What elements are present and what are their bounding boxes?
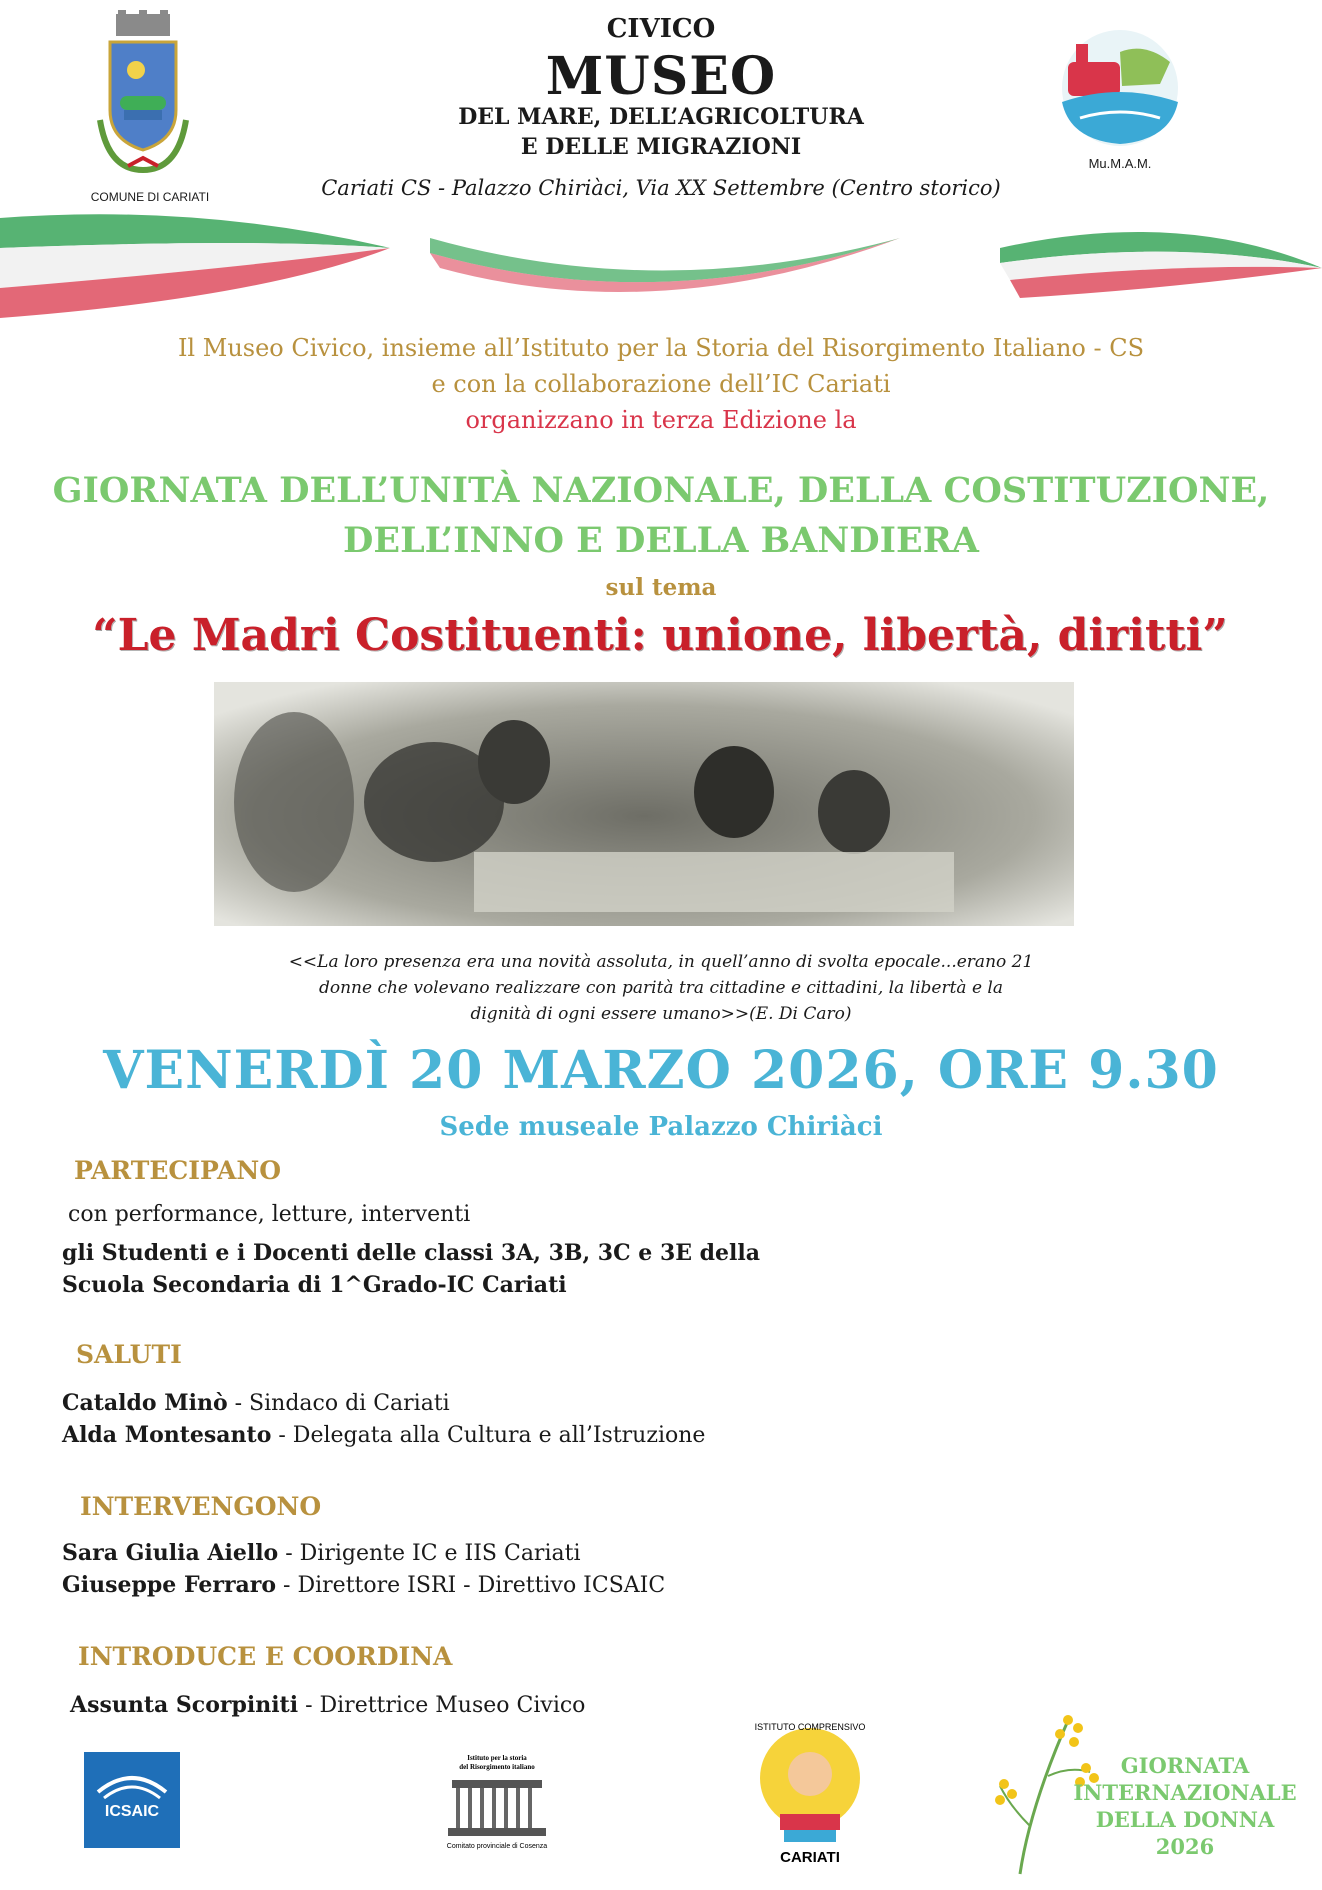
person-name: Assunta Scorpiniti: [70, 1692, 299, 1718]
theme-label: sul tema: [605, 574, 717, 601]
intro-line3: organizzano in terza Edizione la: [465, 406, 857, 434]
coordina-person1: [70, 1692, 585, 1718]
ic-cariati-logo: [750, 1718, 870, 1868]
person-name: Sara Giulia Aiello: [62, 1540, 279, 1566]
isri-logo-line1: Istituto per la storia: [467, 1754, 527, 1762]
event-theme: “Le Madri Costituenti: unione, libertà, diritti”: [92, 610, 1228, 661]
comune-label: COMUNE DI CARIATI: [90, 190, 210, 204]
section-heading-coordina: INTRODUCE E COORDINA: [78, 1642, 453, 1671]
person-name: Alda Montesanto: [62, 1422, 272, 1448]
person-role: - Sindaco di Cariati: [227, 1391, 450, 1416]
section-heading-saluti: SALUTI: [76, 1340, 182, 1369]
women-day-line4: 2026: [1155, 1834, 1215, 1859]
tricolor-flag-wave: [0, 208, 1322, 318]
icsaic-logo-text: ICSAIC: [104, 1803, 160, 1820]
person-name: Giuseppe Ferraro: [62, 1572, 277, 1598]
person-role: - Direttrice Museo Civico: [298, 1693, 586, 1718]
women-day-line2: INTERNAZIONALE: [1073, 1780, 1297, 1805]
event-date: VENERDÌ 20 MARZO 2026, ORE 9.30: [103, 1040, 1219, 1101]
women-day-line3: DELLA DONNA: [1095, 1807, 1275, 1832]
saluti-person1: [62, 1390, 450, 1416]
women-day-line1: GIORNATA: [1120, 1753, 1250, 1778]
ic-logo-arc-text: ISTITUTO COMPRENSIVO: [754, 1722, 866, 1732]
header-museo: MUSEO: [545, 46, 777, 107]
intervengono-person2: [62, 1572, 665, 1598]
madri-costituenti-photo: [214, 682, 1074, 926]
header-subtitle-line1: DEL MARE, DELL’AGRICOLTURA: [458, 104, 864, 130]
saluti-person2: [62, 1422, 705, 1448]
person-name: Cataldo Minò: [62, 1390, 228, 1416]
intro-line1: Il Museo Civico, insieme all’Istituto per la Storia del Risorgimento Italiano - CS: [177, 334, 1145, 362]
museum-logo-label: Mu.M.A.M.: [1088, 156, 1152, 171]
intervengono-person1: [62, 1540, 580, 1566]
quote-line1: <<La loro presenza era una novità assoluta, in quell’anno di svolta epocale...erano 21: [288, 952, 1034, 972]
section-heading-partecipano: PARTECIPANO: [74, 1156, 281, 1185]
person-role: - Delegata alla Cultura e all’Istruzione: [271, 1423, 706, 1448]
quote-line2: donne che volevano realizzare con parità tra cittadine e cittadini, la libertà e la: [318, 978, 1004, 998]
header-subtitle-line2: E DELLE MIGRAZIONI: [520, 134, 802, 160]
intro-line2: e con la collaborazione dell’IC Cariati: [431, 370, 891, 398]
partecipano-line2: gli Studenti e i Docenti delle classi 3A, 3B, 3C e 3E della: [62, 1240, 761, 1266]
isri-logo-line3: Comitato provinciale di Cosenza: [446, 1843, 548, 1850]
ic-logo-name: CARIATI: [780, 1849, 840, 1866]
person-role: - Direttore ISRI - Direttivo ICSAIC: [276, 1573, 666, 1598]
section-heading-intervengono: INTERVENGONO: [80, 1492, 322, 1521]
isri-logo: [430, 1752, 564, 1852]
event-title-line1: GIORNATA DELL’UNITÀ NAZIONALE, DELLA COSTITUZIONE,: [52, 470, 1270, 511]
header-civico: CIVICO: [606, 14, 716, 44]
person-role: - Dirigente IC e IIS Cariati: [278, 1541, 581, 1566]
header-address: Cariati CS - Palazzo Chiriàci, Via XX Settembre (Centro storico): [321, 176, 1001, 200]
quote-line3: dignità di ogni essere umano>>(E. Di Caro): [470, 1004, 852, 1024]
women-day-label: [1070, 1752, 1300, 1860]
museum-logo: [1050, 22, 1190, 162]
isri-logo-line2: del Risorgimento italiano: [459, 1763, 535, 1771]
partecipano-line3: Scuola Secondaria di 1^Grado-IC Cariati: [62, 1272, 567, 1298]
icsaic-logo: [84, 1752, 180, 1848]
event-title-line2: DELL’INNO E DELLA BANDIERA: [343, 520, 979, 561]
partecipano-line1: con performance, letture, interventi: [68, 1202, 471, 1227]
event-venue: Sede museale Palazzo Chiriàci: [439, 1112, 883, 1142]
